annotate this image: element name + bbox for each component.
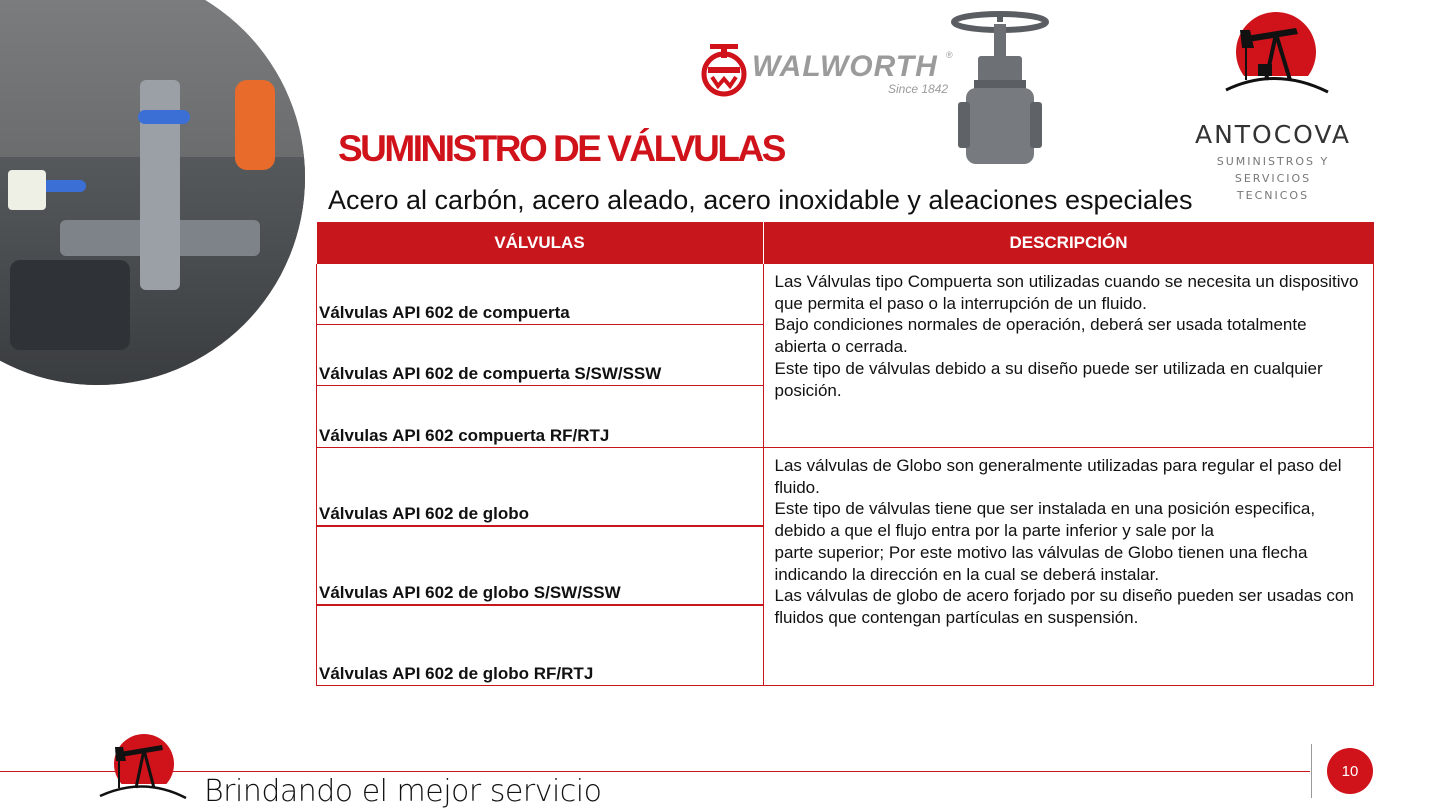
- workshop-photo: [0, 0, 305, 385]
- list-item: Válvulas API 602 de globo S/SW/SSW: [317, 527, 763, 606]
- page-number-badge: 10: [1327, 748, 1373, 794]
- description-globe: [763, 448, 1374, 686]
- oil-pump-jack-icon: [1218, 6, 1334, 100]
- description-paragraph: Bajo condiciones normales de operación, deberá ser usada totalmente abierta o cerrada.: [774, 315, 1307, 357]
- list-item: Válvulas API 602 de globo: [317, 448, 763, 527]
- column-header-descripcion: DESCRIPCIÓN: [763, 222, 1374, 264]
- walworth-logo-icon: [700, 42, 748, 98]
- list-item: Válvulas API 602 de globo RF/RTJ: [319, 664, 594, 683]
- column-header-valvulas: VÁLVULAS: [317, 222, 764, 264]
- description-paragraph: Las válvulas de Globo son generalmente utilizadas para regular el paso del fluido.: [774, 456, 1342, 497]
- description-paragraph: parte superior; Por este motivo las válvulas de Globo tienen una flecha indicando la dirección en la cual se deberá instalar.: [774, 542, 1308, 584]
- antocova-subtitle-line2: TECNICOS: [1236, 189, 1310, 202]
- description-paragraph: Las válvulas de globo de acero forjado por su diseño pueden ser usadas con fluidos que contengan partículas en suspensión.: [774, 586, 1354, 627]
- footer-pump-jack-icon: [96, 728, 190, 802]
- page-title: SUMINISTRO DE VÁLVULAS: [338, 128, 784, 169]
- antocova-subtitle-line1: SUMINISTROS Y SERVICIOS: [1216, 155, 1330, 185]
- table-row: [317, 264, 1374, 448]
- walworth-registered-mark: ®: [946, 50, 953, 60]
- description-gate: [763, 264, 1374, 448]
- gate-valve-icon: [948, 10, 1052, 170]
- walworth-logo: [700, 42, 960, 98]
- footer-vertical-divider: [1311, 744, 1312, 798]
- antocova-name: ANTOCOVA: [1194, 120, 1352, 149]
- walworth-since: Since 1842: [888, 82, 949, 96]
- table-row: [317, 448, 1374, 686]
- description-paragraph: Las Válvulas tipo Compuerta son utilizadas cuando se necesita un dispositivo que permita el paso o la interrupción de un fluido.: [774, 272, 1359, 313]
- walworth-name: WALWORTH: [752, 50, 938, 83]
- valves-table: [316, 222, 1374, 686]
- valve-list-globe: [317, 448, 764, 686]
- list-item: Válvulas API 602 de compuerta: [317, 264, 763, 325]
- footer-divider: [0, 771, 1310, 772]
- list-item: Válvulas API 602 compuerta RF/RTJ: [319, 426, 610, 445]
- description-paragraph: Este tipo de válvulas tiene que ser instalada en una posición especifica, debido a que el flujo entra por la parte inferior y sale por la: [774, 499, 1316, 541]
- footer-slogan: Brindando el mejor servicio: [204, 774, 602, 809]
- antocova-subtitle: [1180, 153, 1366, 204]
- description-paragraph: Este tipo de válvulas debido a su diseño puede ser utilizada en cualquier posición.: [774, 358, 1323, 400]
- list-item: Válvulas API 602 de compuerta S/SW/SSW: [317, 325, 763, 386]
- valve-list-gate: [317, 264, 764, 448]
- page-subtitle: Acero al carbón, acero aleado, acero inoxidable y aleaciones especiales: [328, 185, 1193, 215]
